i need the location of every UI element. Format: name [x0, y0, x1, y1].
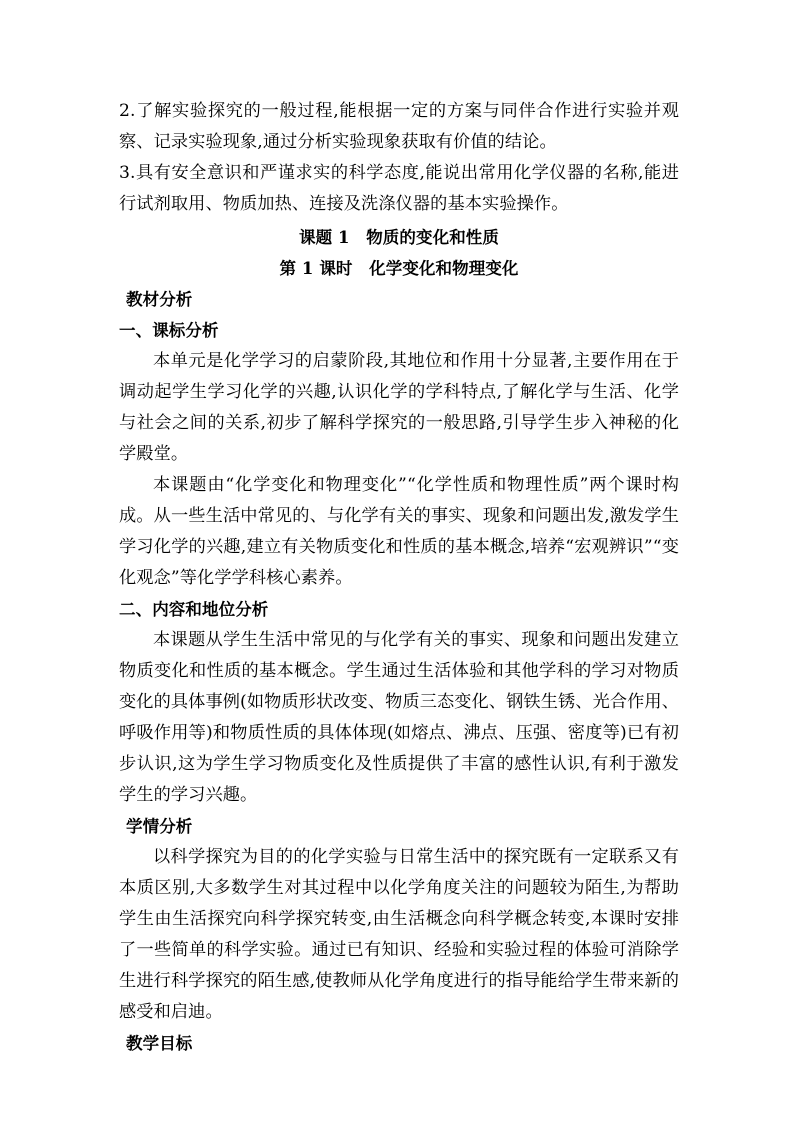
content-position-paragraph: 本课题从学生生活中常见的与化学有关的事实、现象和问题出发建立物质变化和性质的基本概念。学生通过生活体验和其他学科的学习对物质变化的具体事例(如物质形状改变、物质三态变化、钢铁生锈、光合作用、呼吸作用等)和物质性质的具体体现(如熔点、沸点、压强、密度等)已有初步认识,这为学生学习物质变化及性质提供了丰富的感性认识,有利于激发学生的学习兴趣。: [119, 630, 680, 805]
period-title: 第 1 课时 化学变化和物理变化: [279, 259, 519, 278]
student-analysis-heading: 学情分析: [126, 817, 193, 836]
curriculum-analysis-paragraph-2: 本课题由“化学变化和物理变化”“化学性质和物理性质”两个课时构成。从一些生活中常见的、与化学有关的事实、现象和问题出发,激发学生学习化学的兴趣,建立有关物质变化和性质的基本概念,培养“宏观辨识”“变化观念”等化学学科核心素养。: [119, 475, 679, 588]
document-content: [119, 96, 679, 1059]
content-position-heading: 二、内容和地位分析: [119, 600, 269, 619]
student-analysis-paragraph: 以科学探究为目的的化学实验与日常生活中的探究既有一定联系又有本质区别,大多数学生对其过程中以化学角度关注的问题较为陌生,为帮助学生由生活探究向科学探究转变,由生活概念向科学概念转变,本课时安排了一些简单的科学实验。通过已有知识、经验和实验过程的体验可消除学生进行科学探究的陌生感,使教师从化学角度进行的指导能给学生带来新的感受和启迪。: [119, 847, 679, 1022]
objective-item-3: 3.具有安全意识和严谨求实的科学态度,能说出常用化学仪器的名称,能进行试剂取用、物质加热、连接及洗涤仪器的基本实验操作。: [119, 163, 679, 214]
teaching-goals-heading: 教学目标: [126, 1034, 193, 1053]
objective-item-2: 2.了解实验探究的一般过程,能根据一定的方案与同伴合作进行实验并观察、记录实验现象,通过分析实验现象获取有价值的结论。: [119, 101, 679, 152]
textbook-analysis-heading: 教材分析: [126, 290, 193, 309]
topic-title: 课题 1 物质的变化和性质: [298, 228, 500, 247]
curriculum-analysis-paragraph-1: 本单元是化学学习的启蒙阶段,其地位和作用十分显著,主要作用在于调动起学生学习化学的兴趣,认识化学的学科特点,了解化学与生活、化学与社会之间的关系,初步了解科学探究的一般思路,引导学生步入神秘的化学殿堂。: [119, 351, 679, 464]
curriculum-analysis-heading: 一、课标分析: [119, 321, 219, 340]
